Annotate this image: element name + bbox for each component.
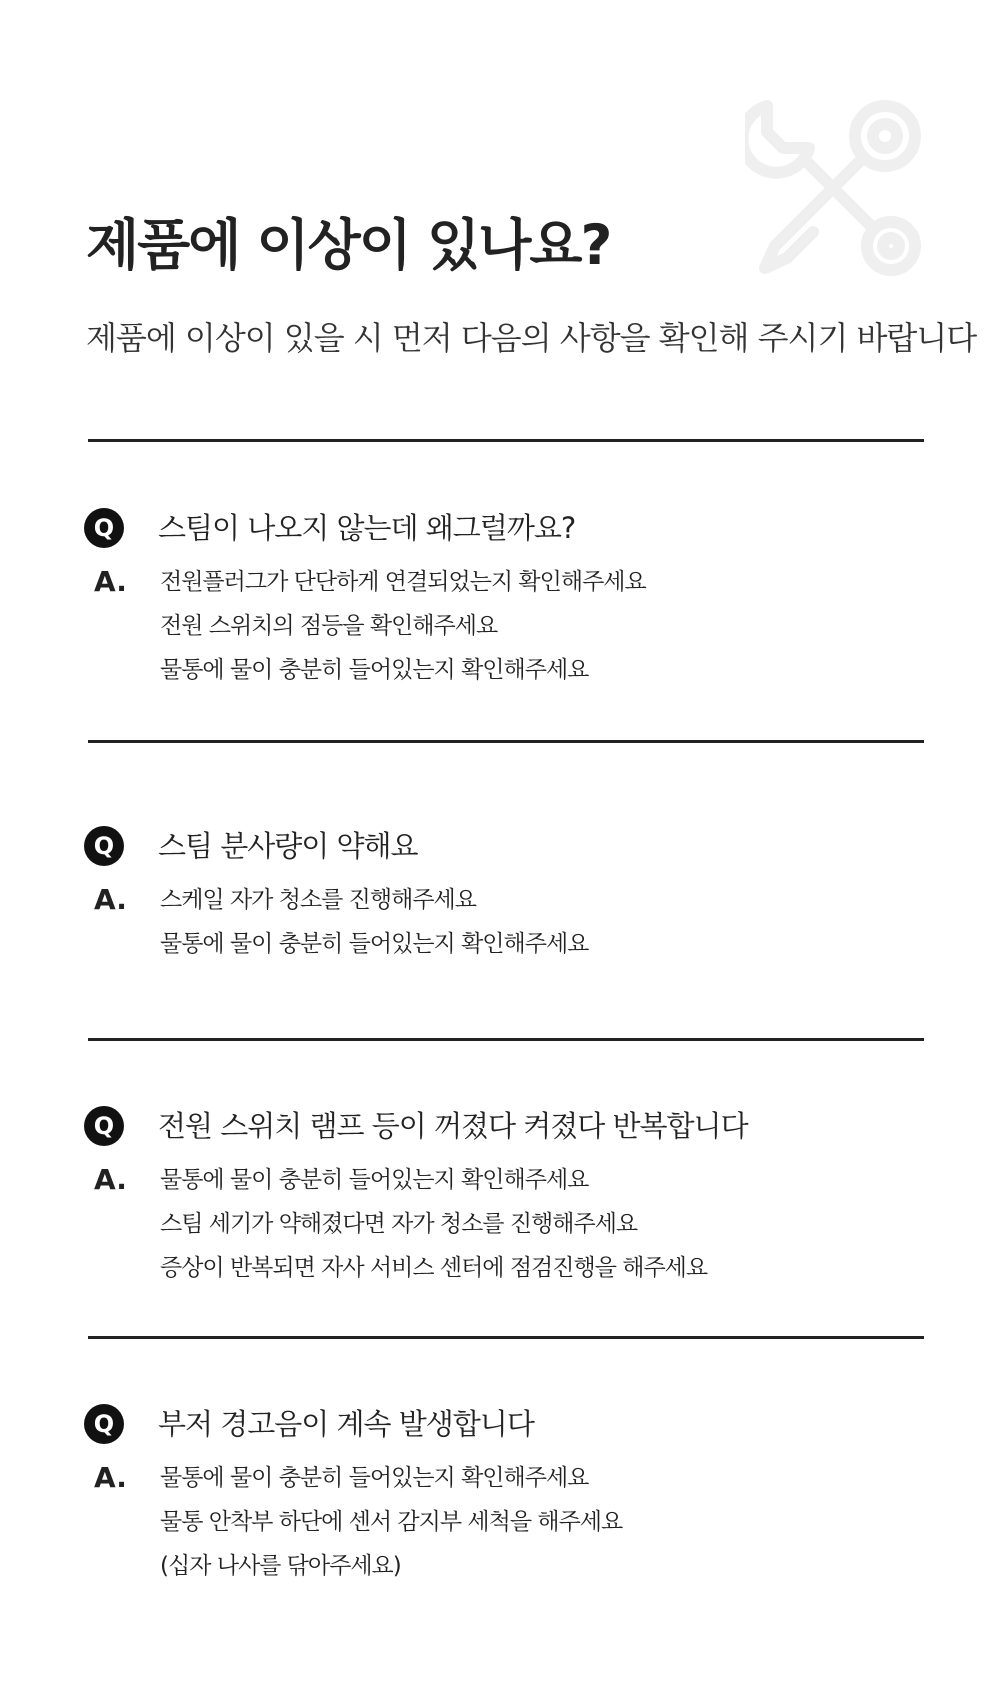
a-mark: A.: [94, 565, 127, 598]
faq-answers: [160, 1456, 622, 1588]
faq-item-lamp-blinking: [0, 1106, 1000, 1281]
faq-answer: 스팀 세기가 약해졌다면 자가 청소를 진행해주세요: [160, 1211, 638, 1237]
faq-answer: 전원플러그가 단단하게 연결되었는지 확인해주세요: [160, 569, 646, 595]
faq-question: 스팀이 나오지 않는데 왜그럴까요?: [158, 511, 576, 545]
faq-answer: 물통에 물이 충분히 들어있는지 확인해주세요: [160, 1167, 589, 1193]
faq-item-steam-not-coming: [0, 508, 1000, 683]
divider: [88, 1336, 924, 1339]
faq-question: 전원 스위치 램프 등이 꺼졌다 켜졌다 반복합니다: [158, 1109, 748, 1143]
page-subtitle: 제품에 이상이 있을 시 먼저 다음의 사항을 확인해 주시기 바랍니다: [86, 319, 977, 357]
q-badge: Q: [84, 508, 124, 548]
faq-question: 부저 경고음이 계속 발생합니다: [158, 1407, 534, 1441]
faq-answer: 전원 스위치의 점등을 확인해주세요: [160, 613, 498, 639]
faq-answer: (십자 나사를 닦아주세요): [160, 1553, 401, 1579]
faq-answer: 물통에 물이 충분히 들어있는지 확인해주세요: [160, 1465, 589, 1491]
q-badge: Q: [84, 1404, 124, 1444]
faq-answer: 증상이 반복되면 자사 서비스 센터에 점검진행을 해주세요: [160, 1255, 708, 1281]
wrench-screwdriver-icon: [745, 98, 925, 278]
faq-answer: 스케일 자가 청소를 진행해주세요: [160, 887, 476, 913]
faq-item-buzzer-alarm: [0, 1404, 1000, 1579]
faq-answers: [160, 560, 646, 692]
divider: [88, 1038, 924, 1041]
faq-answers: [160, 1158, 707, 1290]
faq-answer: 물통 안착부 하단에 센서 감지부 세척을 해주세요: [160, 1509, 623, 1535]
faq-question: 스팀 분사량이 약해요: [158, 829, 418, 863]
faq-answer: 물통에 물이 충분히 들어있는지 확인해주세요: [160, 657, 589, 683]
divider: [88, 740, 924, 743]
a-mark: A.: [94, 1461, 127, 1494]
divider: [88, 439, 924, 442]
q-badge: Q: [84, 826, 124, 866]
faq-answer: 물통에 물이 충분히 들어있는지 확인해주세요: [160, 931, 589, 957]
q-badge: Q: [84, 1106, 124, 1146]
a-mark: A.: [94, 1163, 127, 1196]
a-mark: A.: [94, 883, 127, 916]
page-title: 제품에 이상이 있나요?: [86, 213, 611, 277]
faq-item-weak-steam: [0, 826, 1000, 957]
faq-answers: [160, 878, 588, 966]
